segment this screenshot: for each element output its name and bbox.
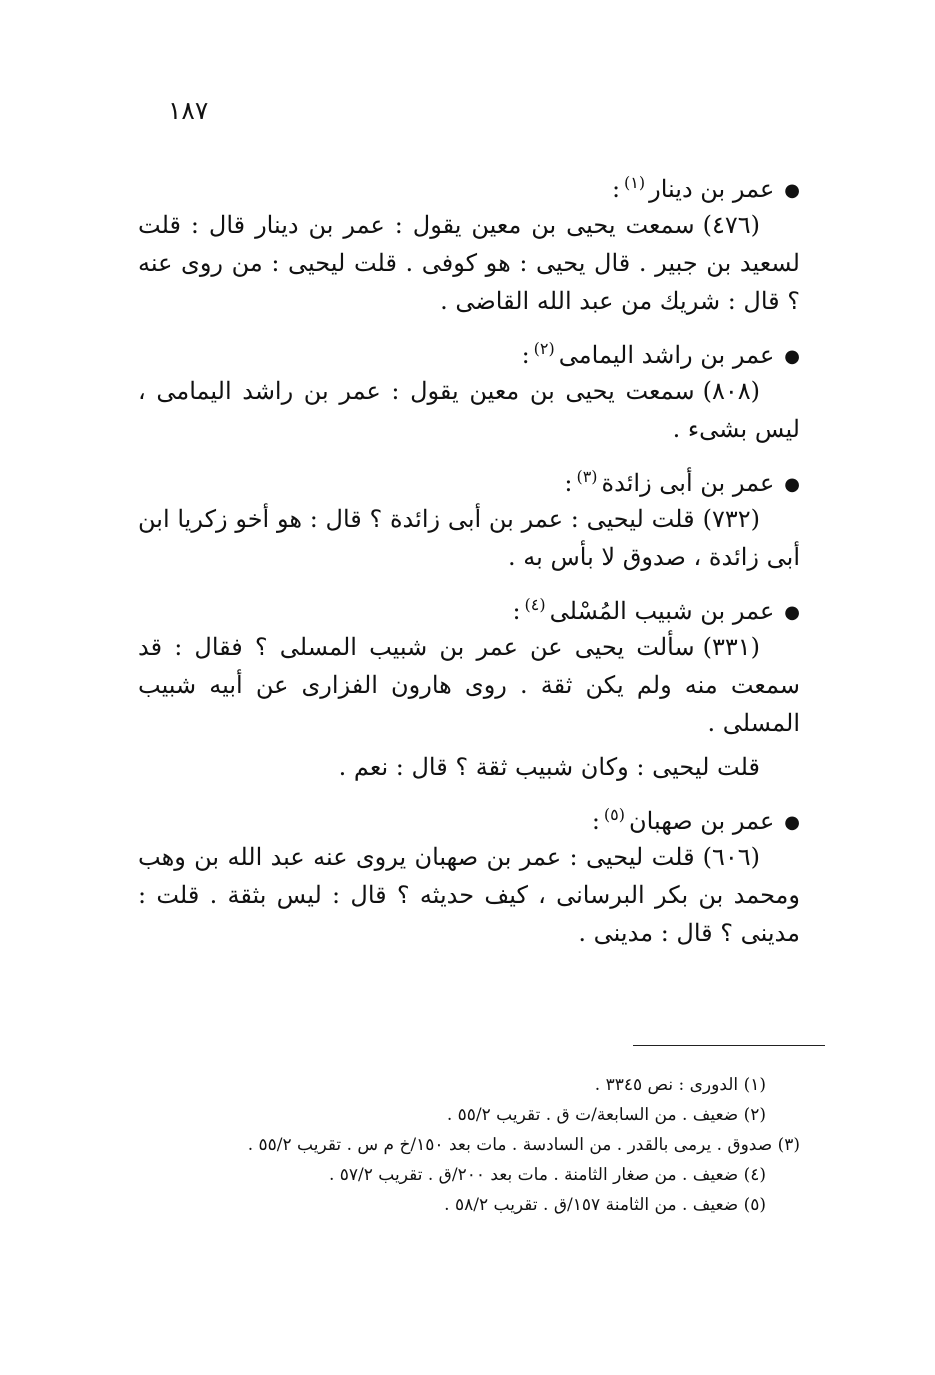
footnote-ref: (٣): [576, 467, 598, 486]
entry-paragraph: [138, 628, 800, 742]
entry-paragraph: [138, 500, 800, 576]
footnote-text: الدورى : نص ٣٣٤٥ .: [594, 1075, 739, 1095]
footnote-number: (٤): [743, 1165, 766, 1185]
entry-title: عمر بن أبى زائدة: [601, 469, 775, 497]
bullet-icon: ●: [784, 473, 800, 495]
entry-title: عمر بن صهبان: [629, 807, 775, 835]
footnote: [138, 1190, 800, 1220]
entry-colon: :: [512, 597, 521, 625]
paragraph-text: قلت ليحيى : وكان شبيب ثقة ؟ قال : نعم .: [338, 753, 760, 781]
paragraph-text: سألت يحيى عن عمر بن شبيب المسلى ؟ فقال : قد سمعت منه ولم يكن ثقة . روى هارون الفزارى عن أبيه شبيب المسلى .: [138, 633, 800, 737]
footnote: [138, 1070, 800, 1100]
paragraph-number: (٣٣١): [702, 633, 760, 661]
entry-title: عمر بن راشد اليمامى: [558, 341, 775, 369]
page-number: ١٨٧: [168, 96, 209, 125]
entry-paragraph: [138, 372, 800, 448]
paragraph-number: (٦٠٦): [702, 843, 760, 871]
footnote: [138, 1130, 800, 1160]
paragraph-number: (٤٧٦): [702, 211, 760, 239]
footnote-number: (٣): [777, 1135, 800, 1155]
entry-colon: :: [611, 175, 621, 203]
footnote-text: صدوق . يرمى بالقدر . من السادسة . مات بعد ١٥٠/خ م س . تقريب ٥٥/٢ .: [247, 1135, 773, 1155]
bullet-icon: ●: [784, 811, 800, 833]
entry-colon: :: [564, 469, 573, 497]
footnote-text: ضعيف . من الثامنة ١٥٧/ق . تقريب ٥٨/٢ .: [444, 1195, 739, 1215]
main-text: [138, 160, 800, 958]
entry-heading: [138, 792, 800, 838]
entry-heading: [138, 160, 800, 206]
bullet-icon: ●: [784, 179, 800, 201]
footnote-ref: (١): [624, 173, 646, 192]
paragraph-text: قلت ليحيى : عمر بن صهبان يروى عنه عبد الله بن وهب ومحمد بن بكر البرسانى ، كيف حديثه ؟ قال : ليس بثقة . قلت : مدينى ؟ قال : مدينى .: [138, 843, 800, 947]
paragraph-number: (٨٠٨): [702, 377, 760, 405]
entry-paragraph: [138, 748, 800, 786]
footnotes: [138, 1070, 800, 1220]
footnote: [138, 1160, 800, 1190]
footnote-number: (٥): [743, 1195, 766, 1215]
paragraph-number: (٧٣٢): [702, 505, 760, 533]
entry-title: عمر بن دينار: [649, 175, 775, 203]
entry-title: عمر بن شبيب المُسْلى: [549, 597, 775, 625]
footnote-ref: (٤): [524, 595, 546, 614]
entry-heading: [138, 326, 800, 372]
entry-heading: [138, 454, 800, 500]
paragraph-text: سمعت يحيى بن معين يقول : عمر بن راشد اليمامى ، ليس بشىء .: [138, 377, 800, 443]
paragraph-text: قلت ليحيى : عمر بن أبى زائدة ؟ قال : هو أخو زكريا ابن أبى زائدة ، صدوق لا بأس به .: [138, 505, 800, 571]
entry-colon: :: [521, 341, 530, 369]
footnote: [138, 1100, 800, 1130]
bullet-icon: ●: [784, 345, 800, 367]
footnote-text: ضعيف . من السابعة/ت ق . تقريب ٥٥/٢ .: [446, 1105, 739, 1125]
entry-paragraph: [138, 838, 800, 952]
entry-paragraph: [138, 206, 800, 320]
bullet-icon: ●: [784, 601, 800, 623]
entry-heading: [138, 582, 800, 628]
footnote-divider: [633, 1045, 825, 1046]
footnote-number: (٢): [743, 1105, 766, 1125]
footnote-ref: (٢): [533, 339, 555, 358]
entry-colon: :: [591, 807, 600, 835]
footnote-text: ضعيف . من صغار الثامنة . مات بعد ٢٠٠/ق . تقريب ٥٧/٢ .: [328, 1165, 739, 1185]
paragraph-text: سمعت يحيى بن معين يقول : عمر بن دينار قال : قلت لسعيد بن جبير . قال يحيى : هو كوفى . قلت ليحيى : من روى عنه ؟ قال : شريك من عبد الله القاضى .: [138, 211, 800, 315]
footnote-number: (١): [743, 1075, 766, 1095]
footnote-ref: (٥): [603, 805, 626, 824]
